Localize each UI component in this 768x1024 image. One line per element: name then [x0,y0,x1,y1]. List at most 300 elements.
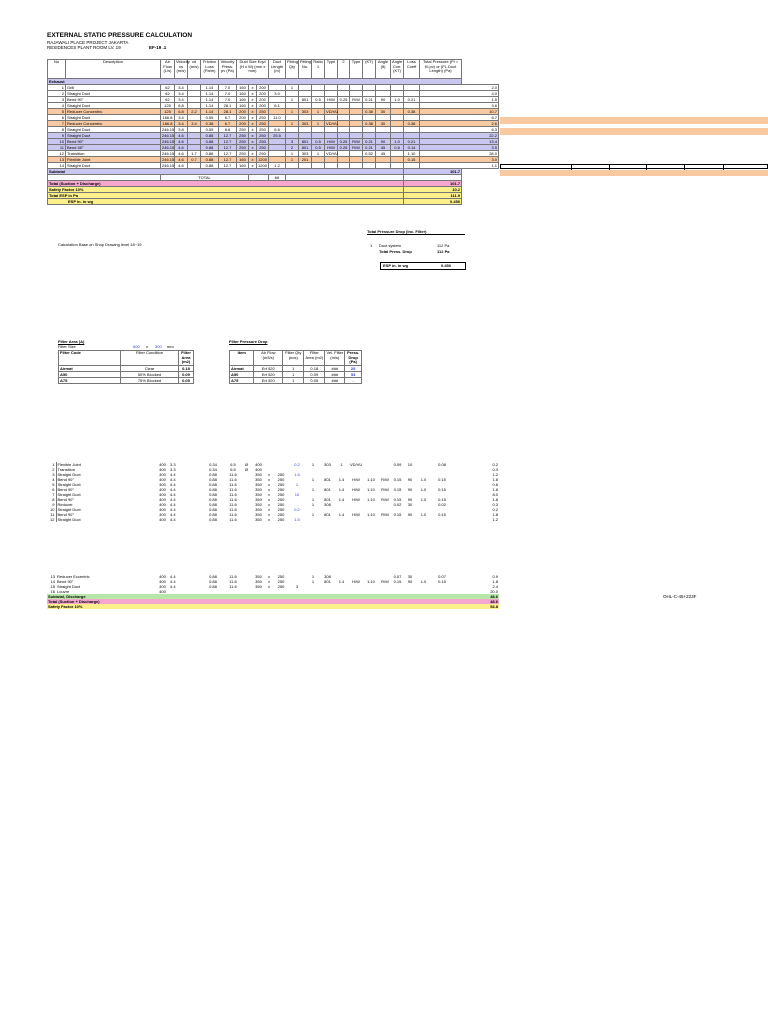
table-cell: 90 [407,496,413,502]
row-description: Reducer Concentric [66,121,161,127]
table-cell: Ø [244,461,249,467]
total-pressure-cell: 20.0 [490,588,498,594]
table-cell: x [268,506,270,512]
column-header: Duct Size Eqvl (H x W) (mm x mm) [237,60,269,79]
filter-item: Airmat [230,366,254,372]
table-cell: 62 [161,91,175,97]
table-cell: 160 [237,103,249,109]
table-cell: 0.5 [312,145,325,151]
table-cell: VD/VU [350,461,363,467]
row-description: Straight Duct [66,103,161,109]
table-cell: x [268,516,270,522]
table-cell [363,517,379,522]
row-number: 9 [48,133,66,139]
table-cell: 1 [311,476,315,482]
table-cell: 0.34 [209,461,217,467]
table-cell: 125 [161,109,175,115]
table-cell: 0.2 [294,506,300,512]
table-cell: 3.4 [175,121,188,127]
column-header: Filter Area (m2) [179,351,194,366]
table-cell: VD/VU [326,120,339,126]
table-cell: 1.10 [367,511,375,517]
table-cell: H/W [325,97,338,103]
table-cell [334,517,349,522]
row-description: Bend 90° [57,496,75,502]
row-description: Reducer [57,501,73,507]
total-pressure-cell: 10.7 [420,109,499,115]
table-cell: x [249,109,257,115]
outlined-row-extension [500,164,768,169]
row-description: Reducer Concentric [66,109,161,115]
row-number: 11 [47,512,56,517]
row-number: 8 [48,127,66,133]
table-cell: 246.15 [162,150,175,156]
row-number: 10 [48,139,66,145]
table-cell: 0.88 [209,506,217,512]
safety-factor-row [47,604,499,609]
column-header: Filter Qty (nos) [283,351,304,366]
table-cell: x [268,481,270,487]
table-cell: 400 [159,501,166,507]
filter-pressure-drop-table [229,350,362,384]
table-cell: x [268,501,270,507]
row-number: 4 [48,103,66,109]
highlight-band [500,170,768,176]
table-cell: 0.88 [201,151,219,157]
row-description: Bend 90° [57,578,74,584]
table-cell: 400 [159,471,166,477]
total-pressure-cell: 1.2 [492,516,498,522]
column-header: Angle (θ) [376,60,391,79]
table-cell: x [249,127,257,133]
table-cell: 308 [324,573,331,579]
table-cell: 0.88 [209,476,217,482]
table-cell: 350 [255,496,262,502]
row-description: Transition [57,466,75,472]
table-cell: R/W [381,511,389,517]
table-cell: 1.14 [201,91,219,97]
table-cell [241,517,252,522]
total-pressure-cell: 28.0 [420,151,499,157]
filter-condition: 50% Blocked [121,372,179,378]
total-pressure-cell: 13.4 [420,139,499,145]
table-cell: 0.15 [438,476,446,482]
table-cell: 1 [311,578,315,584]
table-cell: 350 [255,506,262,512]
row-number: 15 [50,583,55,589]
table-cell: 0.88 [209,501,217,507]
table-cell: VD/VU [326,108,339,114]
table-cell: 11.6 [229,578,237,584]
table-cell: 801 [324,578,331,584]
column-header: Item [230,351,254,366]
table-cell: R/W [350,145,363,151]
total-pressure-cell: 8.0 [492,491,498,497]
row-number: 9 [47,502,56,507]
table-cell: 1.10 [367,486,375,492]
page-title: EXTERNAL STATIC PRESSURE CALCULATION [47,32,193,39]
table-cell: 11.6 [229,491,237,497]
column-header: Filter Condition [121,351,179,366]
total-sd-label: Total (Suction + Discharge) [48,181,404,187]
table-cell: 250 [277,583,285,589]
table-cell: 303 [324,461,331,467]
table-cell: x [268,476,270,482]
table-cell: 4.4 [170,496,176,502]
table-cell: 400 [159,583,166,589]
table-cell: 0.88 [209,471,217,477]
table-cell: 10 [407,461,413,467]
total-pressure-cell: 0.8 [492,481,498,487]
table-cell: 4.6 [175,133,188,139]
total-pressure-cell: 1.8 [492,511,498,517]
table-cell: 400 [159,506,166,512]
table-cell: x [268,511,270,517]
table-cell: 1200 [258,156,267,162]
table-cell: 1.14 [201,103,219,109]
table-cell: 0.55 [201,115,219,121]
table-cell: 10 [294,491,300,497]
table-cell: 30 [376,121,391,127]
table-cell: 3.8 [175,127,188,133]
table-cell: 350 [255,583,262,589]
subtotal-value: 101.7 [404,169,462,175]
table-cell: x [249,91,257,97]
table-cell: H/W [352,486,360,492]
table-cell: 3.4 [188,121,201,127]
row-description: Transition [66,151,161,157]
table-cell: 801 [324,496,331,502]
table-cell: 6.6 [269,127,286,133]
table-cell: R/W [381,496,389,502]
table-cell: 4.4 [170,578,176,584]
table-cell: x [249,145,257,151]
total-mid-value: 66 [269,175,286,181]
table-cell: 250 [257,115,269,121]
table-cell: 250 [277,578,285,584]
table-cell: 12.7 [219,145,237,151]
table-cell: 8.6 [219,127,237,133]
table-cell: 90 [407,486,413,492]
pressure-drop: 25 [345,366,362,372]
table-cell: 250 [277,506,285,512]
table-cell: 0.25 [338,139,350,145]
table-cell: 11.6 [229,583,237,589]
table-cell: 1.0 [420,511,427,517]
table-cell: 12.7 [219,133,237,139]
table-cell: 250 [277,481,285,487]
table-cell: 0.88 [209,496,217,502]
highlight-band [500,128,768,135]
table-cell: 6.7 [219,121,237,127]
column-header: Press. Drop (Pa) [345,351,362,366]
header-row [48,60,499,79]
esp-in-value: 0.450 [404,199,462,205]
table-cell: 400 [159,466,166,472]
table-cell: R/W [381,578,389,584]
table-cell: 30 [407,501,413,507]
table-cell: 1 [311,501,315,507]
table-cell: 0.52 [363,151,376,157]
table-cell: 250 [277,491,285,497]
column-header: Vel. Filter (m/s) [325,351,345,366]
table-cell: 250 [257,145,269,151]
table-cell: 1.0 [420,476,427,482]
table-cell [391,517,404,522]
column-header: Type [325,60,338,79]
table-cell: 1.0 [420,486,427,492]
table-cell: 1.10 [367,496,375,502]
table-cell: 4.4 [170,506,176,512]
table-cell: 350 [255,491,262,497]
table-cell: 4.6 [175,139,188,145]
safety-label: Safety Factor 10% [48,187,404,193]
esp-inwg-row [48,199,499,205]
table-cell: 400 [255,466,262,472]
table-cell: 400 [159,496,166,502]
table-cell: 350 [255,516,262,522]
total-pressure-cell: 1.8 [492,496,498,502]
column-header: Velocity vs (m/s) [175,60,188,79]
table-cell: 160 [237,91,249,97]
table-cell: x [249,103,257,109]
table-cell: 801 [324,486,331,492]
filter-item: A50 [230,372,254,378]
row-number: 12 [48,151,66,157]
filter-velocity: ### [325,378,345,384]
filter-size-label: Filter Size [58,344,76,349]
table-cell: 0.15 [393,578,402,584]
table-cell [305,517,321,522]
filter-area-title: Filter Area (A) [58,339,85,344]
filter-row [59,378,194,384]
total-pressure-cell: 0.2 [492,506,498,512]
table-cell: 4.4 [170,481,176,487]
table-cell: 160 [237,157,249,163]
table-cell: 0.88 [201,157,219,163]
air-flow: Ert 520 [254,366,283,372]
table-cell: 1 [286,97,299,103]
total-pressure-cell: 4.0 [420,91,499,97]
table-cell: 200 [237,121,249,127]
table-cell: 4.4 [170,486,176,492]
table-cell: x [249,163,257,169]
table-cell: 1 [286,109,299,115]
table-cell: 303 [299,109,312,115]
table-cell: 90 [376,139,391,145]
row-description: Bend 90° [57,511,75,517]
table-cell: 400 [159,486,166,492]
table-cell: 0.38 [363,109,376,115]
table-cell: 12.7 [219,163,237,169]
row-description: Bend 90° [57,486,75,492]
table-cell: x [249,97,257,103]
table-cell: 166.8 [162,120,173,126]
column-header: Filter Area (m2) [304,351,325,366]
row-number: 5 [48,109,66,115]
table-cell: x [268,471,270,477]
table-cell: 350 [255,476,262,482]
row-number: 14 [48,163,66,169]
safety-value: 54.8 [453,604,499,609]
filter-code: Airmat [59,366,121,372]
table-cell: 0.5 [312,97,325,103]
line-label: Total Press. Drop [379,249,412,254]
table-cell: 0.21 [363,97,376,103]
table-cell: 1 [311,496,315,502]
table-cell: 1 [312,151,325,157]
table-cell: 350 [255,501,262,507]
table-cell: 303 [299,151,312,157]
table-cell: 250 [237,127,249,133]
table-cell: 350 [255,481,262,487]
filter-code: A75 [59,378,121,384]
pressure-drop: 53 [345,372,362,378]
table-cell: 250 [257,109,269,115]
table-cell: 3.4 [175,91,188,97]
total-pressure-cell: 0.3 [492,501,498,507]
table-cell: 1.4 [338,476,345,482]
column-header: Type [350,60,363,79]
filter-condition: Clear [121,366,179,372]
table-cell: 0.38 [404,121,420,127]
table-cell: 30 [407,573,413,579]
table-cell [404,517,416,522]
table-cell: 62 [161,97,175,103]
column-header: 2 [338,60,350,79]
section-label: Exhaust [48,79,462,85]
column-header: Duct Length (m) [269,60,286,79]
table-cell: 0.88 [201,163,219,169]
table-cell: 400 [159,511,166,517]
table-cell: 801 [324,511,331,517]
table-cell: 0.55 [201,127,219,133]
table-cell: 400 [159,481,166,487]
table-cell: 1 [311,511,315,517]
esp-inwg-box [380,262,466,270]
table-cell: x [249,151,257,157]
row-number: 12 [47,517,56,522]
table-cell: 1.0 [420,578,427,584]
project-name: RAJAWALI PLACE PROJECT JAKARTA [47,40,129,45]
table-cell: 0.2 [294,461,300,467]
column-header: No [48,60,66,79]
table-cell: 3.3 [170,466,176,472]
table-cell: 0.15 [393,476,402,482]
table-cell: 250 [257,127,269,133]
filter-area: 0.18 [304,366,325,372]
table-cell: 4.4 [170,501,176,507]
filter-drop-row [230,378,362,384]
table-cell: 801 [299,97,312,103]
table-cell: 1 [286,121,299,127]
table-cell: 400 [255,461,262,467]
row-number: 1 [48,85,66,91]
table-cell: 350 [255,578,262,584]
table-cell: 801 [299,145,312,151]
table-cell: 1 [286,151,299,157]
subtotal-label: Subtotal [48,169,404,175]
row-number: 5 [47,482,56,487]
subtotal-label: Subtotal, Discharge [47,594,453,599]
table-cell: 0.15 [438,578,446,584]
table-cell: 801 [299,139,312,145]
table-cell: x [268,573,270,579]
table-cell: 6.7 [219,115,237,121]
row-number: 2 [47,467,56,472]
table-cell: 0.5 [312,139,325,145]
total-label: Total (Suction + Discharge) [47,599,453,604]
table-cell: 90 [376,97,391,103]
table-cell: x [249,139,257,145]
column-header: Loss Coeff [404,60,420,79]
table-cell: H/W [325,139,338,145]
table-cell: 0.7 [188,157,201,163]
table-cell: 45 [376,151,391,157]
table-cell: 303 [299,121,312,127]
row-number: 8 [47,497,56,502]
table-cell: 25.5 [269,133,286,139]
table-cell: 201 [299,157,312,163]
column-header: Friction Loss (Pa/m) [201,60,219,79]
table-cell: 3.0 [269,91,286,97]
row-description: Grill [66,85,161,91]
table-cell: 28.1 [219,103,237,109]
table-cell: 1.2 [269,163,286,169]
row-number: 16 [50,588,55,594]
filter-area: 0.05 [179,378,194,384]
table-cell: 250 [257,151,269,157]
table-cell: 1.0 [391,139,404,145]
table-cell: 1.0 [420,496,427,502]
table-cell: 400 [159,491,166,497]
table-cell: x [249,133,257,139]
table-cell: 160 [237,163,249,169]
table-cell: 1200 [258,162,267,168]
total-pressure-cell: 0.9 [492,573,498,579]
table-cell: 250 [237,145,249,151]
table-cell: 1.4 [338,496,345,502]
total-pressure-cell: 3.5 [420,145,499,151]
row-description: Flexible Joint [66,157,161,163]
filter-area: 0.09 [179,372,194,378]
row-description: Straight Duct [66,115,161,121]
table-cell: 4.6 [175,151,188,157]
table-cell: 4.6 [175,163,188,169]
row-number: 3 [48,97,66,103]
filter-size-height: 300 [155,344,162,349]
column-header: Angle Corr. (KT) [391,60,404,79]
table-cell: 250 [237,151,249,157]
table-cell: 250 [257,121,269,127]
total-sd-value: 101.7 [404,181,462,187]
calculation-note: Calculation Base on Shop Drawing level 18~19 [58,242,142,247]
table-cell: 1 [312,109,325,115]
total-pressure-cell: 2.4 [492,583,498,589]
table-cell: 7.0 [219,85,237,91]
table-cell: 7.0 [219,97,237,103]
table-cell: 0.88 [209,583,217,589]
table-cell: 4.4 [170,516,176,522]
table-cell: 200 [237,115,249,121]
column-header: Air Flow (m3/s) [254,351,283,366]
header-row [230,351,362,366]
table-cell: 200 [237,109,249,115]
table-cell: 4.4 [170,491,176,497]
row-number: 14 [50,578,55,584]
table-cell: 4.4 [170,511,176,517]
esp-pa-value: 111.9 [404,193,462,199]
